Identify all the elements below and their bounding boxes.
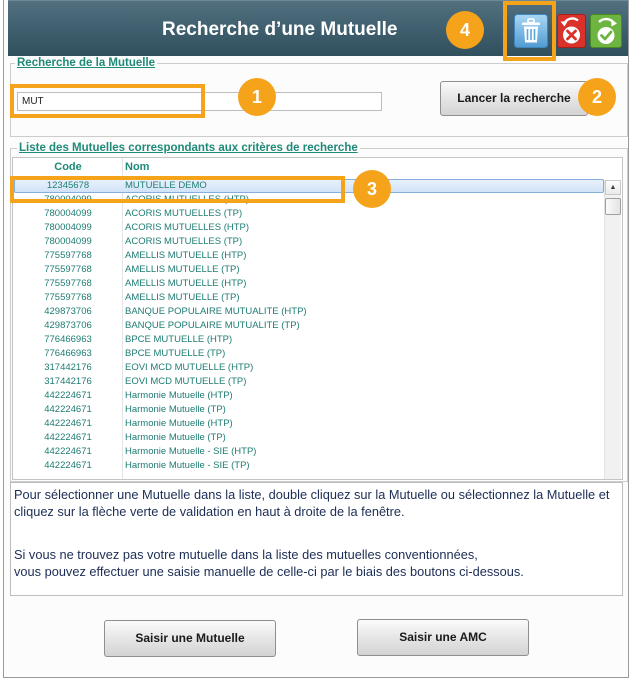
search-group-legend: Recherche de la Mutuelle [17,57,156,69]
annotation-badge-2: 2 [578,78,616,116]
row-code: 780004099 [44,194,92,205]
table-row[interactable] [14,291,604,305]
row-code: 776466963 [44,348,92,359]
table-row[interactable] [14,361,604,375]
table-row[interactable] [14,277,604,291]
row-code: 775597768 [44,278,92,289]
row-name: Harmonie Mutuelle - SIE (TP) [125,460,250,471]
add-mutuelle-button[interactable]: Saisir une Mutuelle [104,620,276,657]
row-name: Harmonie Mutuelle (TP) [125,432,226,443]
vertical-scrollbar[interactable] [604,180,621,480]
table-row[interactable] [14,403,604,417]
table-row[interactable] [14,319,604,333]
cancel-button[interactable] [557,14,586,48]
row-code: 442224671 [44,432,92,443]
row-name: BANQUE POPULAIRE MUTUALITE (HTP) [125,306,307,317]
row-code: 442224671 [44,460,92,471]
row-name: BPCE MUTUELLE (HTP) [125,334,233,345]
scroll-thumb[interactable] [605,198,621,215]
column-header-code[interactable]: Code [54,161,82,173]
row-name: Harmonie Mutuelle (HTP) [125,418,233,429]
dialog-title: Recherche d’une Mutuelle [162,19,398,40]
row-name: AMELLIS MUTUELLE (TP) [125,292,240,303]
table-row[interactable] [14,207,604,221]
row-name: AMELLIS MUTUELLE (HTP) [125,250,247,261]
row-code: 780004099 [44,236,92,247]
instructions-line: vous pouvez effectuer une saisie manuelle de celle-ci par le biais des boutons ci-dessous. [14,564,524,579]
annotation-highlight-1 [10,84,205,118]
row-name: AMELLIS MUTUELLE (TP) [125,264,240,275]
row-code: 317442176 [44,376,92,387]
row-name: AMELLIS MUTUELLE (HTP) [125,278,247,289]
row-code: 776466963 [44,334,92,345]
row-code: 442224671 [44,404,92,415]
row-code: 429873706 [44,320,92,331]
table-row[interactable] [14,389,604,403]
instructions-panel [10,482,623,596]
table-row[interactable] [14,417,604,431]
instructions-line: cliquez sur la flèche verte de validation en haut à droite de la fenêtre. [14,504,405,519]
row-name: Harmonie Mutuelle (HTP) [125,390,233,401]
annotation-highlight-4 [503,1,556,61]
instructions-line: Si vous ne trouvez pas votre mutuelle dans la liste des mutuelles conventionnées, [14,547,478,562]
annotation-badge-3: 3 [353,170,391,208]
row-name: BANQUE POPULAIRE MUTUALITE (TP) [125,320,300,331]
results-list[interactable] [12,157,623,480]
row-code: 775597768 [44,250,92,261]
table-row[interactable] [14,249,604,263]
table-row[interactable] [14,459,604,473]
row-name: Harmonie Mutuelle (TP) [125,404,226,415]
table-row[interactable] [14,445,604,459]
validate-button[interactable] [590,14,622,48]
row-code: 317442176 [44,362,92,373]
scroll-up-button[interactable] [605,180,621,195]
row-code: 442224671 [44,446,92,457]
row-code: 775597768 [44,264,92,275]
row-name: ACORIS MUTUELLES (TP) [125,208,243,219]
row-code: 780004099 [44,208,92,219]
table-row[interactable] [14,333,604,347]
row-name: EOVI MCD MUTUELLE (TP) [125,376,247,387]
row-code: 780004099 [44,222,92,233]
row-code: 442224671 [44,418,92,429]
row-name: ACORIS MUTUELLES (HTP) [125,194,250,205]
column-header-name[interactable]: Nom [125,161,150,173]
annotation-badge-1: 1 [238,78,276,116]
validate-icon [590,14,622,48]
row-name: Harmonie Mutuelle - SIE (HTP) [125,446,257,457]
row-name: ACORIS MUTUELLES (HTP) [125,222,250,233]
search-button[interactable]: Lancer la recherche [440,81,588,116]
table-row[interactable] [14,235,604,249]
table-row[interactable] [14,263,604,277]
row-code: 775597768 [44,292,92,303]
row-name: ACORIS MUTUELLES (TP) [125,236,243,247]
instructions-line: Pour sélectionner une Mutuelle dans la liste, double cliquez sur la Mutuelle ou sélectionnez la Mutuelle et [14,487,610,502]
table-row[interactable] [14,305,604,319]
annotation-highlight-3 [10,176,345,203]
add-amc-button[interactable]: Saisir une AMC [357,619,529,656]
table-row[interactable] [14,347,604,361]
row-name: BPCE MUTUELLE (TP) [125,348,226,359]
row-name: MUTUELLE DEMO [125,180,207,191]
results-group-legend: Liste des Mutuelles correspondants aux critères de recherche [19,142,358,154]
cancel-icon [557,14,586,48]
row-name: EOVI MCD MUTUELLE (HTP) [125,362,254,373]
table-row[interactable] [14,431,604,445]
scroll-up-icon: ▲ [609,184,617,191]
annotation-badge-4: 4 [446,11,484,49]
row-code: 429873706 [44,306,92,317]
row-code: 442224671 [44,390,92,401]
table-row[interactable] [14,221,604,235]
table-row[interactable] [14,375,604,389]
row-code: 12345678 [46,180,90,191]
